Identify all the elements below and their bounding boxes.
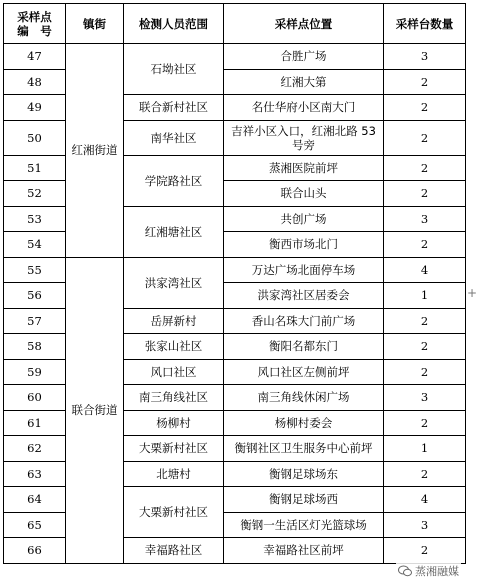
location-cell: 衡阳名都东门: [224, 334, 384, 360]
location-cell: 万达广场北面停车场: [224, 257, 384, 283]
count-cell: 3: [384, 512, 466, 538]
row-no: 59: [4, 359, 66, 385]
count-cell: 2: [384, 69, 466, 95]
scope-cell: 幸福路社区: [124, 538, 224, 564]
scope-cell: 联合新村社区: [124, 95, 224, 121]
location-cell: 共创广场: [224, 206, 384, 232]
row-no: 50: [4, 120, 66, 155]
location-cell: 名仕华府小区南大门: [224, 95, 384, 121]
header-count: 采样台数量: [384, 4, 466, 44]
row-no: 48: [4, 69, 66, 95]
count-cell: 2: [384, 410, 466, 436]
header-location: 采样点位置: [224, 4, 384, 44]
table-row: [4, 44, 466, 70]
street-cell: 红湘街道: [66, 44, 124, 258]
location-cell: 风口社区左侧前坪: [224, 359, 384, 385]
location-cell: 衡钢足球场西: [224, 487, 384, 513]
watermark: [396, 562, 461, 580]
row-no: 56: [4, 283, 66, 309]
location-cell: 吉祥小区入口，红湘北路 53 号旁: [224, 120, 384, 155]
count-cell: 2: [384, 461, 466, 487]
row-no: 63: [4, 461, 66, 487]
row-no: 53: [4, 206, 66, 232]
count-cell: 3: [384, 206, 466, 232]
scope-cell: 学院路社区: [124, 155, 224, 206]
location-cell: 联合山头: [224, 181, 384, 207]
location-cell: 幸福路社区前坪: [224, 538, 384, 564]
location-cell: 红湘大第: [224, 69, 384, 95]
row-no: 51: [4, 155, 66, 181]
street-cell: 联合街道: [66, 257, 124, 563]
location-cell: 衡钢社区卫生服务中心前坪: [224, 436, 384, 462]
row-no: 64: [4, 487, 66, 513]
location-cell: 蒸湘医院前坪: [224, 155, 384, 181]
location-cell: 衡钢一生活区灯光篮球场: [224, 512, 384, 538]
scope-cell: 北塘村: [124, 461, 224, 487]
header-scope: 检测人员范围: [124, 4, 224, 44]
header-no: 采样点 编 号: [4, 4, 66, 44]
location-cell: 衡钢足球场东: [224, 461, 384, 487]
row-no: 49: [4, 95, 66, 121]
count-cell: 2: [384, 120, 466, 155]
count-cell: 2: [384, 334, 466, 360]
count-cell: 3: [384, 44, 466, 70]
scope-cell: 张家山社区: [124, 334, 224, 360]
count-cell: 4: [384, 257, 466, 283]
location-cell: 衡西市场北门: [224, 232, 384, 258]
count-cell: 2: [384, 95, 466, 121]
location-cell: 合胜广场: [224, 44, 384, 70]
count-cell: 1: [384, 436, 466, 462]
row-no: 61: [4, 410, 66, 436]
count-cell: 2: [384, 155, 466, 181]
row-no: 47: [4, 44, 66, 70]
row-no: 52: [4, 181, 66, 207]
scope-cell: 洪家湾社区: [124, 257, 224, 308]
scope-cell: 南三角线社区: [124, 385, 224, 411]
watermark-text: 蒸湘融媒: [415, 565, 459, 578]
wechat-icon: [398, 565, 412, 577]
location-cell: 香山名珠大门前广场: [224, 308, 384, 334]
scope-cell: 石坳社区: [124, 44, 224, 95]
count-cell: 2: [384, 232, 466, 258]
count-cell: 3: [384, 385, 466, 411]
scope-cell: 杨柳村: [124, 410, 224, 436]
row-no: 58: [4, 334, 66, 360]
sampling-table: [3, 3, 466, 564]
header-street: 镇街: [66, 4, 124, 44]
count-cell: 2: [384, 308, 466, 334]
row-no: 62: [4, 436, 66, 462]
count-cell: 2: [384, 181, 466, 207]
location-cell: 杨柳村委会: [224, 410, 384, 436]
scope-cell: 大栗新村社区: [124, 436, 224, 462]
row-no: 66: [4, 538, 66, 564]
count-cell: 2: [384, 359, 466, 385]
expand-icon[interactable]: +: [467, 286, 478, 300]
location-cell: 南三角线休闲广场: [224, 385, 384, 411]
location-cell: 洪家湾社区居委会: [224, 283, 384, 309]
count-cell: 4: [384, 487, 466, 513]
table-row: [4, 257, 466, 283]
row-no: 65: [4, 512, 66, 538]
row-no: 57: [4, 308, 66, 334]
scope-cell: 岳屏新村: [124, 308, 224, 334]
scope-cell: 南华社区: [124, 120, 224, 155]
scope-cell: 大栗新村社区: [124, 487, 224, 538]
row-no: 55: [4, 257, 66, 283]
row-no: 54: [4, 232, 66, 258]
count-cell: 1: [384, 283, 466, 309]
count-cell: 2: [384, 538, 466, 564]
header-row: [4, 4, 466, 44]
row-no: 60: [4, 385, 66, 411]
scope-cell: 红湘塘社区: [124, 206, 224, 257]
scope-cell: 风口社区: [124, 359, 224, 385]
